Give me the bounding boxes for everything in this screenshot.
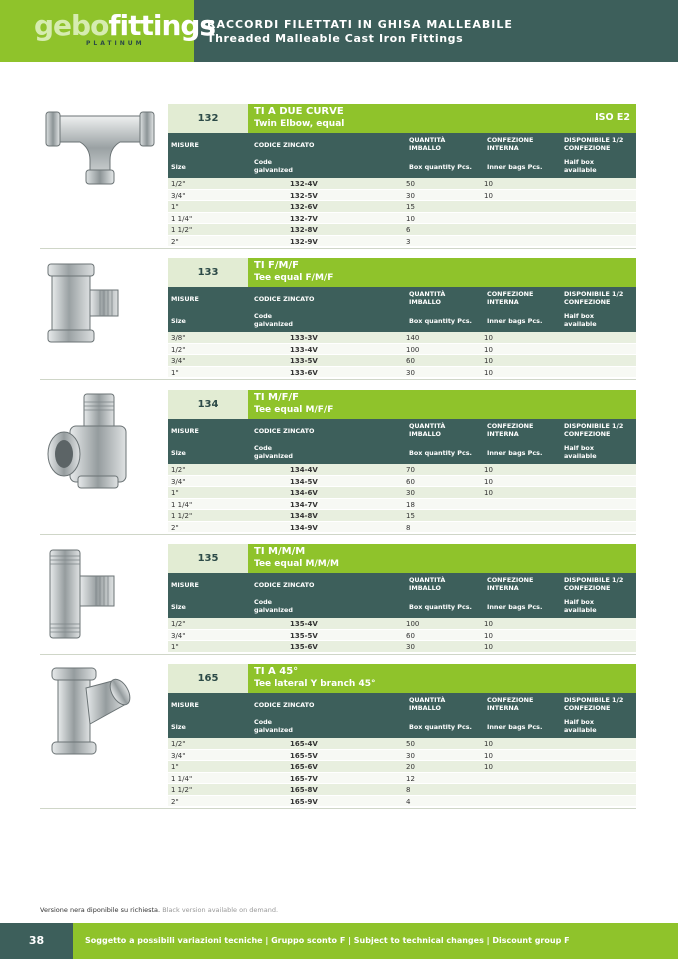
brand-logo	[34, 9, 216, 42]
cell-size: 3/4"	[171, 751, 186, 760]
table-row	[168, 487, 636, 499]
cell-size: 1 1/4"	[171, 500, 193, 509]
note-italian: Versione nera diponibile su richiesta.	[40, 906, 161, 914]
section-divider	[40, 248, 636, 249]
cell-size: 1/2"	[171, 740, 186, 748]
cell-inner-bags: 10	[484, 631, 493, 640]
col-quantita: QUANTITÀ IMBALLO	[409, 290, 446, 306]
product-title-band	[168, 544, 636, 573]
availability-note	[40, 906, 278, 914]
table-row	[168, 618, 636, 630]
cell-code: 134-4V	[290, 466, 318, 474]
cell-code: 132-8V	[290, 226, 318, 234]
cell-box-qty: 30	[406, 191, 415, 200]
product-code: 135	[168, 544, 248, 573]
cell-inner-bags: 10	[484, 477, 493, 486]
cell-box-qty: 20	[406, 763, 415, 771]
page-number: 38	[0, 923, 73, 959]
cell-box-qty: 60	[406, 357, 415, 365]
cell-box-qty: 30	[406, 368, 415, 377]
col-confezione: CONFEZIONE INTERNA	[487, 290, 534, 306]
table-row	[168, 236, 636, 248]
cell-code: 165-4V	[290, 740, 318, 748]
cell-size: 1 1/2"	[171, 786, 193, 794]
table-body	[168, 178, 636, 247]
brand-logo-box	[0, 0, 216, 62]
table-row	[168, 213, 636, 225]
cell-code: 134-5V	[290, 477, 318, 486]
cell-box-qty: 100	[406, 345, 420, 354]
table-row	[168, 641, 636, 653]
cell-size: 1 1/2"	[171, 512, 193, 520]
table-body	[168, 738, 636, 807]
table-header	[168, 287, 636, 332]
cell-box-qty: 60	[406, 631, 415, 640]
cell-size: 1/2"	[171, 345, 186, 354]
logo-accent-text: fittings	[108, 9, 216, 42]
col-code-galv: Code galvanized	[254, 444, 293, 460]
col-disponibile: DISPONIBILE 1/2 CONFEZIONE	[564, 576, 624, 592]
cell-box-qty: 8	[406, 786, 411, 794]
col-code-galv: Code galvanized	[254, 312, 293, 328]
table-row	[168, 355, 636, 367]
product-title-en: Tee equal F/M/F	[254, 273, 334, 283]
product-code: 133	[168, 258, 248, 287]
cell-size: 2"	[171, 523, 179, 532]
col-box-qty: Box quantity Pcs.	[409, 449, 472, 457]
cell-box-qty: 12	[406, 774, 415, 783]
cell-code: 165-6V	[290, 763, 318, 771]
col-size: Size	[171, 603, 186, 611]
product-title-box	[248, 664, 636, 693]
cell-inner-bags: 10	[484, 763, 493, 771]
cell-box-qty: 30	[406, 751, 415, 760]
cell-size: 2"	[171, 237, 179, 246]
section-divider	[40, 534, 636, 535]
page-footer	[0, 923, 678, 959]
table-row	[168, 178, 636, 190]
cell-size: 1"	[171, 489, 179, 497]
table-row	[168, 476, 636, 488]
cell-inner-bags: 10	[484, 620, 493, 628]
cell-size: 3/8"	[171, 334, 186, 342]
table-header	[168, 573, 636, 618]
col-code-galv: Code galvanized	[254, 718, 293, 734]
col-size: Size	[171, 449, 186, 457]
cell-code: 132-6V	[290, 203, 318, 211]
cell-box-qty: 70	[406, 466, 415, 474]
product-title-it: TI M/M/M	[254, 546, 306, 557]
cell-code: 134-6V	[290, 489, 318, 497]
cell-size: 1 1/4"	[171, 214, 193, 223]
cell-code: 132-4V	[290, 180, 318, 188]
cell-inner-bags: 10	[484, 466, 493, 474]
cell-size: 1"	[171, 643, 179, 651]
header-title-it: RACCORDI FILETTATI IN GHISA MALLEABILE	[207, 18, 513, 31]
cell-box-qty: 4	[406, 797, 411, 806]
product-title-box	[248, 258, 636, 287]
col-inner-bags: Inner bags Pcs.	[487, 317, 543, 325]
col-code-galv: Code galvanized	[254, 598, 293, 614]
cell-code: 135-4V	[290, 620, 318, 628]
col-misure: MISURE	[171, 295, 199, 303]
col-disponibile: DISPONIBILE 1/2 CONFEZIONE	[564, 696, 624, 712]
table-row	[168, 224, 636, 236]
product-title-box	[248, 544, 636, 573]
tee-mff-fitting-image	[40, 392, 160, 492]
cell-code: 133-6V	[290, 368, 318, 377]
cell-inner-bags: 10	[484, 180, 493, 188]
product-title-band	[168, 104, 636, 133]
cell-size: 3/4"	[171, 191, 186, 200]
col-size: Size	[171, 723, 186, 731]
col-confezione: CONFEZIONE INTERNA	[487, 422, 534, 438]
cell-size: 1 1/4"	[171, 774, 193, 783]
cell-box-qty: 140	[406, 334, 420, 342]
product-title-it: TI F/M/F	[254, 260, 299, 271]
cell-code: 134-9V	[290, 523, 318, 532]
cell-size: 1/2"	[171, 180, 186, 188]
table-row	[168, 201, 636, 213]
header-title-en: Threaded Malleable Cast Iron Fittings	[207, 32, 464, 45]
cell-size: 2"	[171, 797, 179, 806]
col-size: Size	[171, 317, 186, 325]
col-box-qty: Box quantity Pcs.	[409, 163, 472, 171]
table-row	[168, 761, 636, 773]
table-row	[168, 464, 636, 476]
cell-size: 1 1/2"	[171, 226, 193, 234]
tee-fmf-fitting-image	[40, 262, 160, 344]
col-half-box: Half box available	[564, 718, 597, 734]
note-english: Black version available on demand.	[162, 906, 279, 914]
col-misure: MISURE	[171, 141, 199, 149]
cell-box-qty: 50	[406, 740, 415, 748]
table-header	[168, 133, 636, 178]
cell-size: 3/4"	[171, 477, 186, 486]
table-row	[168, 190, 636, 202]
table-header	[168, 693, 636, 738]
product-title-en: Tee equal M/M/M	[254, 559, 339, 569]
col-codice: CODICE ZINCATO	[254, 295, 315, 303]
cell-code: 165-5V	[290, 751, 318, 760]
cell-code: 132-9V	[290, 237, 318, 246]
footer-text: Soggetto a possibili variazioni tecniche | Gruppo sconto F | Subject to technical changes | Discount group F	[85, 936, 570, 945]
col-inner-bags: Inner bags Pcs.	[487, 603, 543, 611]
cell-code: 165-9V	[290, 797, 318, 806]
cell-box-qty: 3	[406, 237, 411, 246]
table-row	[168, 796, 636, 808]
col-confezione: CONFEZIONE INTERNA	[487, 696, 534, 712]
cell-size: 3/4"	[171, 357, 186, 365]
product-title-box	[248, 390, 636, 419]
cell-inner-bags: 10	[484, 643, 493, 651]
table-row	[168, 784, 636, 796]
col-misure: MISURE	[171, 581, 199, 589]
cell-size: 1/2"	[171, 466, 186, 474]
cell-code: 165-7V	[290, 774, 318, 783]
cell-box-qty: 50	[406, 180, 415, 188]
table-row	[168, 738, 636, 750]
col-disponibile: DISPONIBILE 1/2 CONFEZIONE	[564, 136, 624, 152]
product-code: 132	[168, 104, 248, 133]
cell-box-qty: 30	[406, 643, 415, 651]
section-divider	[40, 808, 636, 809]
product-code: 134	[168, 390, 248, 419]
y-branch-45-fitting-image	[40, 666, 160, 756]
col-inner-bags: Inner bags Pcs.	[487, 163, 543, 171]
col-codice: CODICE ZINCATO	[254, 141, 315, 149]
col-confezione: CONFEZIONE INTERNA	[487, 576, 534, 592]
col-quantita: QUANTITÀ IMBALLO	[409, 696, 446, 712]
section-divider	[40, 654, 636, 655]
cell-code: 134-7V	[290, 500, 318, 509]
table-body	[168, 332, 636, 378]
col-half-box: Half box available	[564, 444, 597, 460]
product-code: 165	[168, 664, 248, 693]
cell-code: 133-5V	[290, 357, 318, 365]
product-title-it: TI A 45°	[254, 666, 299, 677]
col-size: Size	[171, 163, 186, 171]
table-row	[168, 630, 636, 642]
cell-size: 1/2"	[171, 620, 186, 628]
cell-box-qty: 15	[406, 203, 415, 211]
logo-subtitle: PLATINUM	[86, 40, 145, 47]
cell-code: 133-3V	[290, 334, 318, 342]
col-codice: CODICE ZINCATO	[254, 701, 315, 709]
logo-main-text: gebo	[34, 9, 109, 42]
table-row	[168, 332, 636, 344]
table-row	[168, 367, 636, 379]
col-half-box: Half box available	[564, 158, 597, 174]
table-row	[168, 344, 636, 356]
product-title-band	[168, 258, 636, 287]
product-title-it: TI M/F/F	[254, 392, 299, 403]
cell-box-qty: 30	[406, 489, 415, 497]
col-disponibile: DISPONIBILE 1/2 CONFEZIONE	[564, 290, 624, 306]
cell-inner-bags: 10	[484, 357, 493, 365]
col-misure: MISURE	[171, 427, 199, 435]
col-misure: MISURE	[171, 701, 199, 709]
cell-inner-bags: 10	[484, 334, 493, 342]
cell-inner-bags: 10	[484, 740, 493, 748]
col-box-qty: Box quantity Pcs.	[409, 723, 472, 731]
cell-code: 132-7V	[290, 214, 318, 223]
twin-elbow-fitting-image	[40, 108, 160, 190]
cell-inner-bags: 10	[484, 489, 493, 497]
product-title-band	[168, 390, 636, 419]
page-header	[0, 0, 678, 62]
col-quantita: QUANTITÀ IMBALLO	[409, 422, 446, 438]
product-title-it: TI A DUE CURVE	[254, 106, 344, 117]
cell-code: 132-5V	[290, 191, 318, 200]
cell-box-qty: 15	[406, 512, 415, 520]
table-row	[168, 750, 636, 762]
product-title-en: Tee lateral Y branch 45°	[254, 679, 376, 689]
product-title-box	[248, 104, 636, 133]
cell-size: 1"	[171, 203, 179, 211]
cell-inner-bags: 10	[484, 345, 493, 354]
cell-inner-bags: 10	[484, 191, 493, 200]
cell-box-qty: 6	[406, 226, 411, 234]
cell-box-qty: 60	[406, 477, 415, 486]
table-row	[168, 510, 636, 522]
col-box-qty: Box quantity Pcs.	[409, 317, 472, 325]
tee-mmm-fitting-image	[40, 546, 160, 642]
cell-code: 135-6V	[290, 643, 318, 651]
cell-box-qty: 100	[406, 620, 420, 628]
product-title-en: Tee equal M/F/F	[254, 405, 334, 415]
table-body	[168, 618, 636, 653]
col-inner-bags: Inner bags Pcs.	[487, 723, 543, 731]
table-header	[168, 419, 636, 464]
table-row	[168, 522, 636, 534]
cell-inner-bags: 10	[484, 751, 493, 760]
cell-code: 135-5V	[290, 631, 318, 640]
col-box-qty: Box quantity Pcs.	[409, 603, 472, 611]
col-inner-bags: Inner bags Pcs.	[487, 449, 543, 457]
cell-size: 1"	[171, 368, 179, 377]
cell-inner-bags: 10	[484, 368, 493, 377]
col-confezione: CONFEZIONE INTERNA	[487, 136, 534, 152]
col-codice: CODICE ZINCATO	[254, 427, 315, 435]
col-half-box: Half box available	[564, 598, 597, 614]
col-disponibile: DISPONIBILE 1/2 CONFEZIONE	[564, 422, 624, 438]
col-code-galv: Code galvanized	[254, 158, 293, 174]
product-title-band	[168, 664, 636, 693]
section-divider	[40, 379, 636, 380]
col-half-box: Half box available	[564, 312, 597, 328]
cell-box-qty: 8	[406, 523, 411, 532]
product-title-en: Twin Elbow, equal	[254, 119, 345, 129]
col-quantita: QUANTITÀ IMBALLO	[409, 576, 446, 592]
col-quantita: QUANTITÀ IMBALLO	[409, 136, 446, 152]
cell-size: 1"	[171, 763, 179, 771]
cell-box-qty: 18	[406, 500, 415, 509]
table-row	[168, 773, 636, 785]
table-row	[168, 499, 636, 511]
table-body	[168, 464, 636, 533]
cell-size: 3/4"	[171, 631, 186, 640]
iso-standard: ISO E2	[595, 112, 630, 123]
cell-code: 134-8V	[290, 512, 318, 520]
cell-code: 165-8V	[290, 786, 318, 794]
col-codice: CODICE ZINCATO	[254, 581, 315, 589]
cell-code: 133-4V	[290, 345, 318, 354]
cell-box-qty: 10	[406, 214, 415, 223]
